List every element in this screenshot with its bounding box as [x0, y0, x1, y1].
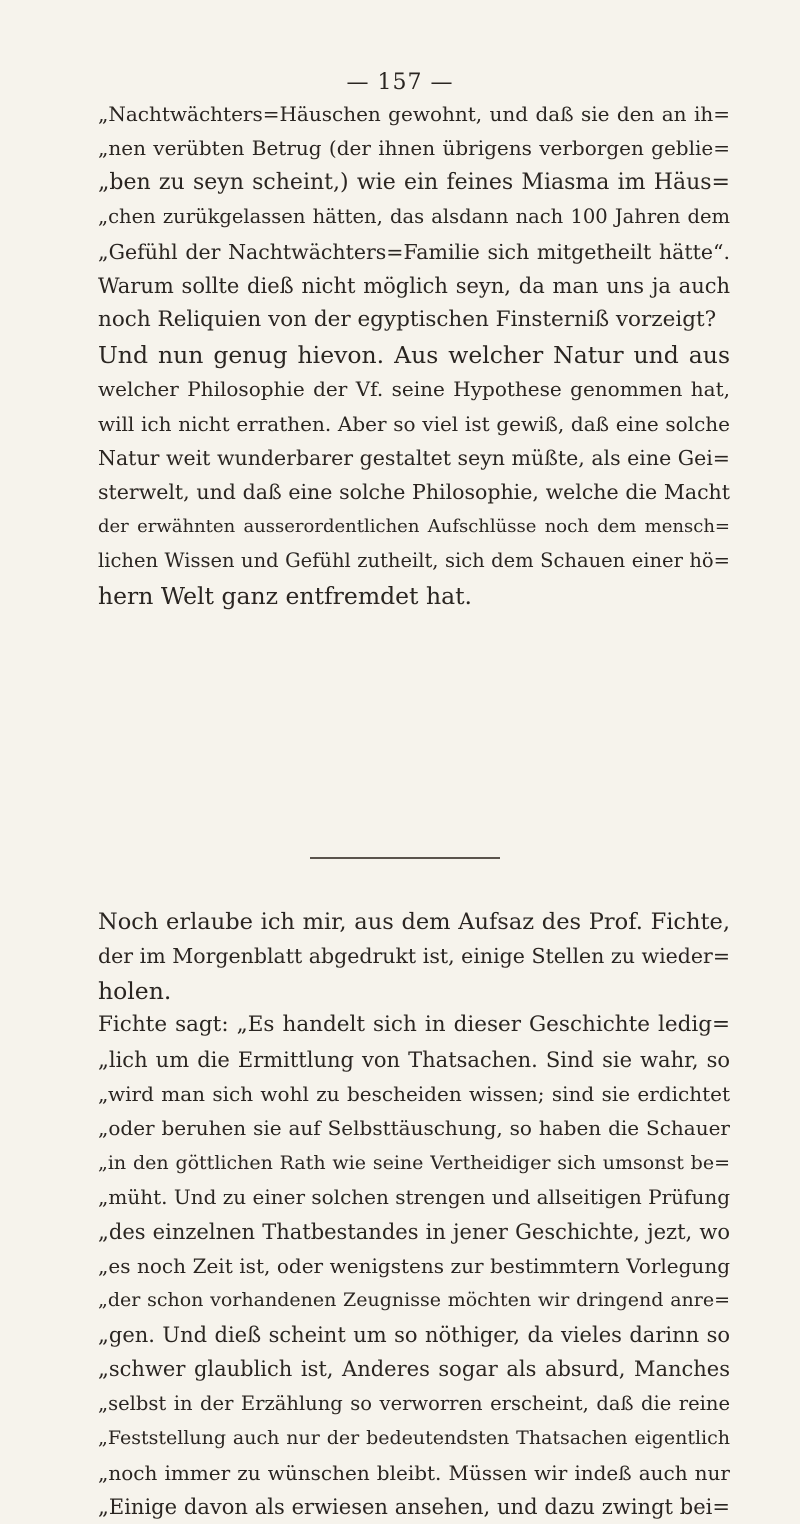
paragraph-1 — [98, 97, 730, 613]
text-line: holen. — [98, 976, 172, 1005]
text-line: „Einige davon als erwiesen ansehen, und dazu zwingt bei= — [98, 1494, 730, 1519]
text-line: „schwer glaublich ist, Anderes sogar als absurd, Manches — [98, 1357, 730, 1382]
text-line: Warum sollte dieß nicht möglich seyn, da man uns ja auch — [98, 274, 730, 299]
text-line: „nen verübten Betrug (der ihnen übrigens verborgen geblie= — [98, 136, 730, 161]
text-line: welcher Philosophie der Vf. seine Hypothese genommen hat, — [98, 377, 730, 402]
text-line: „Gefühl der Nachtwächters=Familie sich mitgetheilt hätte“. — [98, 239, 730, 264]
text-line: Und nun genug hievon. Aus welcher Natur und aus — [98, 340, 730, 369]
text-line: „müht. Und zu einer solchen strengen und allseitigen Prüfung — [98, 1185, 730, 1210]
section-divider — [310, 857, 500, 859]
text-line: „gen. Und dieß scheint um so nöthiger, da vieles darinn so — [98, 1322, 730, 1347]
text-line: lichen Wissen und Gefühl zutheilt, sich dem Schauen einer hö= — [98, 549, 730, 573]
text-line: Fichte sagt: „Es handelt sich in dieser Geschichte ledig= — [98, 1012, 730, 1038]
text-line: noch Reliquien von der egyptischen Finsterniß vorzeigt? — [98, 307, 717, 333]
text-line: der erwähnten ausserordentlichen Aufschlüsse noch dem mensch= — [98, 515, 730, 537]
text-line: „lich um die Ermittlung von Thatsachen. Sind sie wahr, so — [98, 1047, 730, 1072]
text-line: will ich nicht errathen. Aber so viel ist gewiß, daß eine solche — [98, 411, 730, 436]
text-line: der im Morgenblatt abgedrukt ist, einige Stellen zu wieder= — [98, 944, 730, 969]
text-line: „in den göttlichen Rath wie seine Vertheidiger sich umsonst be= — [98, 1151, 730, 1174]
text-line: sterwelt, und daß eine solche Philosophie, welche die Macht — [98, 480, 730, 505]
paragraph-2 — [98, 905, 730, 1524]
text-line: „es noch Zeit ist, oder wenigstens zur bestimmtern Vorlegung — [98, 1254, 730, 1279]
text-line: „der schon vorhandenen Zeugnisse möchten wir dringend anre= — [98, 1289, 730, 1312]
text-line: „Feststellung auch nur der bedeutendsten Thatsachen eigentlich — [98, 1427, 730, 1450]
text-line: „oder beruhen sie auf Selbsttäuschung, so haben die Schauer — [98, 1116, 730, 1141]
text-line: „ben zu seyn scheint,) wie ein feines Miasma im Häus= — [98, 169, 730, 195]
text-line: Noch erlaube ich mir, aus dem Aufsaz des Prof. Fichte, — [98, 909, 730, 935]
text-line: „noch immer zu wünschen bleibt. Müssen wir indeß auch nur — [98, 1460, 730, 1485]
text-line: „wird man sich wohl zu bescheiden wissen; sind sie erdichtet — [98, 1082, 730, 1107]
text-line: „des einzelnen Thatbestandes in jener Geschichte, jezt, wo — [98, 1219, 730, 1244]
text-line: „Nachtwächters=Häuschen gewohnt, und daß sie den an ih= — [98, 102, 730, 126]
text-line: Natur weit wunderbarer gestaltet seyn müßte, als eine Gei= — [98, 446, 730, 471]
text-line: hern Welt ganz entfremdet hat. — [98, 581, 473, 610]
page-number: — 157 — — [346, 70, 454, 95]
text-line: „selbst in der Erzählung so verworren erscheint, daß die reine — [98, 1391, 730, 1415]
text-line: „chen zurükgelassen hätten, das alsdann nach 100 Jahren dem — [98, 205, 730, 229]
